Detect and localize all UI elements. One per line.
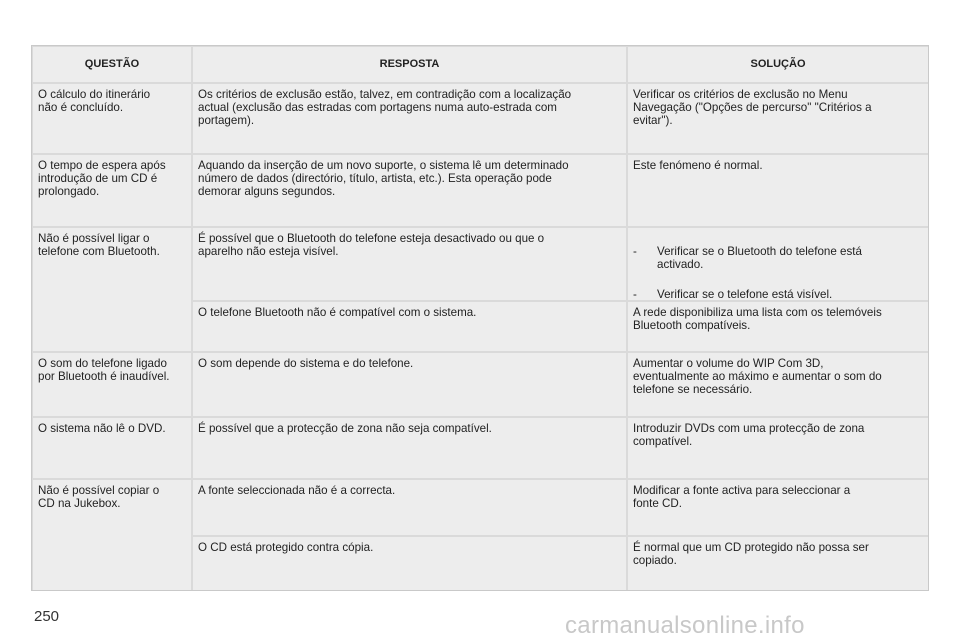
- answer-cell: É possível que o Bluetooth do telefone esteja desactivado ou que o aparelho não esteja visível.: [193, 228, 626, 300]
- bullet-dash: -: [633, 245, 637, 258]
- bullet-dash: -: [633, 288, 637, 300]
- solution-cell: Introduzir DVDs com uma protecção de zona compatível.: [628, 418, 928, 478]
- header-solution: SOLUÇÃO: [628, 47, 928, 82]
- question-cell: Não é possível ligar o telefone com Bluetooth.: [33, 228, 191, 351]
- answer-cell: O CD está protegido contra cópia.: [193, 537, 626, 590]
- solution-cell: A rede disponibiliza uma lista com os telemóveis Bluetooth compatíveis.: [628, 302, 928, 351]
- solution-cell: Verificar os critérios de exclusão no Menu Navegação ("Opções de percurso" "Critérios a evitar").: [628, 84, 928, 153]
- troubleshooting-table: [31, 45, 929, 591]
- answer-cell: Aquando da inserção de um novo suporte, o sistema lê um determinado número de dados (directório, título, artista, etc.). Esta operação pode demorar alguns segundos.: [193, 155, 626, 226]
- bullet-text: Verificar se o telefone está visível.: [657, 288, 833, 300]
- solution-cell: [628, 228, 928, 300]
- question-cell: O tempo de espera após introdução de um CD é prolongado.: [33, 155, 191, 226]
- solution-bullet-item: [633, 245, 923, 271]
- watermark: carmanualsonline.info: [565, 612, 805, 639]
- solution-cell: Este fenómeno é normal.: [628, 155, 928, 226]
- solution-cell: Aumentar o volume do WIP Com 3D, eventualmente ao máximo e aumentar o som do telefone se necessário.: [628, 353, 928, 416]
- header-question: QUESTÃO: [33, 47, 191, 82]
- answer-cell: O som depende do sistema e do telefone.: [193, 353, 626, 416]
- question-cell: O cálculo do itinerário não é concluído.: [33, 84, 191, 153]
- answer-cell: Os critérios de exclusão estão, talvez, em contradição com a localização actual (exclusão das estradas com portagens numa auto-estrada com portagem).: [193, 84, 626, 153]
- answer-cell: É possível que a protecção de zona não seja compatível.: [193, 418, 626, 478]
- question-cell: Não é possível copiar o CD na Jukebox.: [33, 480, 191, 590]
- answer-cell: O telefone Bluetooth não é compatível com o sistema.: [193, 302, 626, 351]
- page-number: 250: [34, 608, 60, 625]
- answer-cell: A fonte seleccionada não é a correcta.: [193, 480, 626, 535]
- question-cell: O sistema não lê o DVD.: [33, 418, 191, 478]
- solution-cell: É normal que um CD protegido não possa ser copiado.: [628, 537, 928, 590]
- solution-bullet-item: [633, 288, 923, 300]
- question-cell: O som do telefone ligado por Bluetooth é inaudível.: [33, 353, 191, 416]
- header-answer: RESPOSTA: [193, 47, 626, 82]
- solution-cell: Modificar a fonte activa para seleccionar a fonte CD.: [628, 480, 928, 535]
- bullet-text: Verificar se o Bluetooth do telefone está activado.: [657, 245, 862, 271]
